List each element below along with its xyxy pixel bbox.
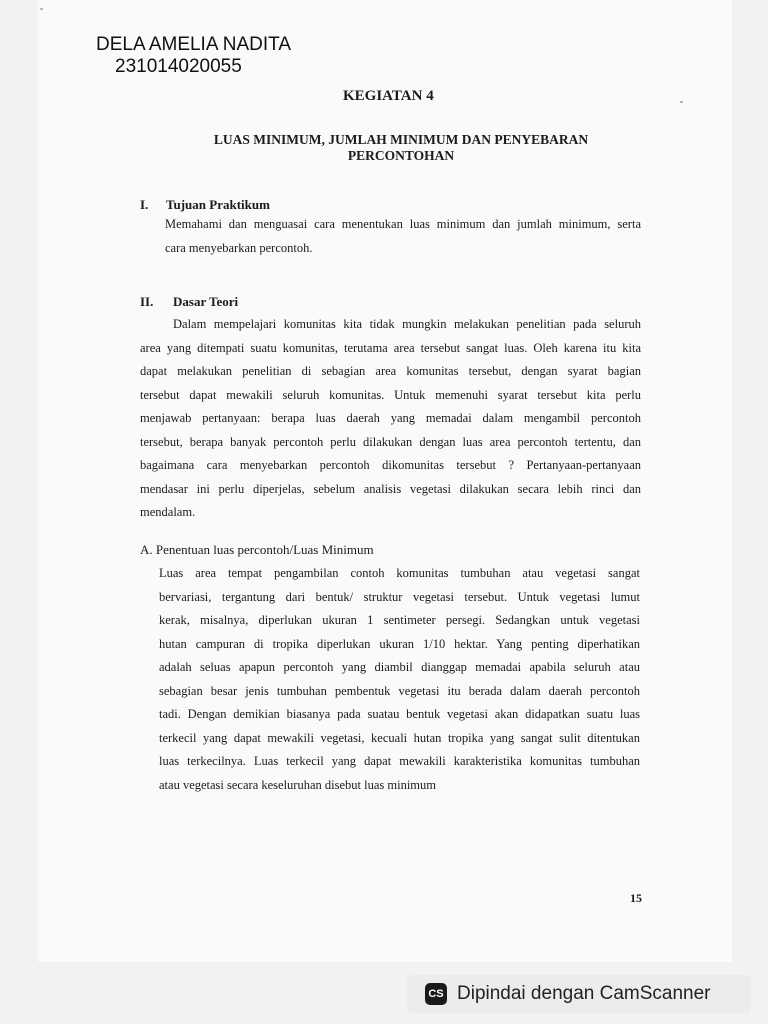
text-line: tadi. Dengan demikian biasanya pada suatau bentuk vegetasi akan didapatkan suatu luas [159, 707, 640, 721]
paper-speck [40, 8, 43, 10]
section-1-body [165, 213, 641, 260]
text-line: Dalam mempelajari komunitas kita tidak mungkin melakukan penelitian pada seluruh [173, 317, 641, 331]
text-line: terkecil yang dapat mewakili vegetasi, kecuali hutan tropika yang sangat sulit ditentukan [159, 730, 640, 745]
subsection-a-body [159, 562, 640, 797]
section-1-heading [140, 197, 270, 213]
text-line: luas terkecilnya. Luas terkecil yang dapat mewakili karakteristika komunitas tumbuhan [159, 754, 640, 768]
text-line: adalah seluas apapun percontoh yang diambil dianggap memadai apabila seluruh atau [159, 660, 640, 674]
section-2-number: II. [140, 294, 154, 309]
text-line: Memahami dan menguasai cara menentukan luas minimum dan jumlah minimum, serta [165, 217, 641, 231]
page-number: 15 [630, 891, 642, 905]
text-line: tersebut, berapa banyak percontoh perlu dilakukan dengan luas area percontoh tertentu, dan [140, 434, 641, 449]
section-2-heading [140, 294, 238, 310]
text-line: area yang ditempati suatu komunitas, terutama area tersebut sangat luas. Oleh karena itu kita [140, 340, 641, 355]
camscanner-text: Dipindai dengan CamScanner [457, 983, 711, 1004]
text-line: kerak, misalnya, diperlukan ukuran 1 sentimeter persegi. Sedangkan untuk vegetasi [159, 613, 640, 627]
title-line-2: PERCONTOHAN [347, 148, 455, 163]
text-line: hutan campuran di tropika diperlukan ukuran 1/10 hektar. Yang penting diperhatikan [159, 636, 640, 651]
section-2-body [140, 313, 641, 525]
student-id: 231014020055 [115, 56, 242, 77]
text-line: bagaimana cara menyebarkan percontoh dikomunitas tersebut ? Pertanyaan-pertanyaan [140, 458, 641, 472]
text-line: bervariasi, tergantung dari bentuk/ struktur vegetasi tersebut. Untuk vegetasi lumut [159, 589, 640, 604]
title-line-1: LUAS MINIMUM, JUMLAH MINIMUM DAN PENYEBARAN [213, 132, 589, 147]
activity-label: KEGIATAN 4 [343, 88, 434, 104]
paper-speck [680, 101, 683, 103]
student-name: DELA AMELIA NADITA [96, 34, 292, 55]
section-1-title: Tujuan Praktikum [166, 197, 270, 212]
text-line: dapat melakukan penelitian di sebagian area komunitas tersebut, dengan syarat bagian [140, 364, 641, 378]
camscanner-logo-icon: CS [425, 983, 447, 1005]
camscanner-watermark [407, 975, 751, 1013]
text-line: Luas area tempat pengambilan contoh komunitas tumbuhan atau vegetasi sangat [159, 566, 640, 580]
text-line: sebagian besar jenis tumbuhan pembentuk vegetasi itu berada dalam daerah percontoh [159, 683, 640, 698]
text-line: menjawab pertanyaan: berapa luas daerah yang memadai dalam mengambil percontoh [140, 411, 641, 425]
text-line: cara menyebarkan percontoh. [165, 240, 313, 255]
text-line: mendalam. [140, 505, 196, 519]
text-line: mendasar ini perlu diperjelas, sebelum analisis vegetasi dilakukan secara lebih rinci dan [140, 481, 641, 496]
text-line: atau vegetasi secara keseluruhan disebut luas minimum [159, 777, 436, 792]
subsection-a-heading: A. Penentuan luas percontoh/Luas Minimum [140, 542, 374, 557]
text-line: tersebut dapat mewakili seluruh komunitas. Untuk memenuhi syarat tersebut kita perlu [140, 387, 641, 402]
section-1-number: I. [140, 197, 149, 212]
section-2-title: Dasar Teori [173, 294, 239, 309]
document-title [200, 132, 602, 164]
